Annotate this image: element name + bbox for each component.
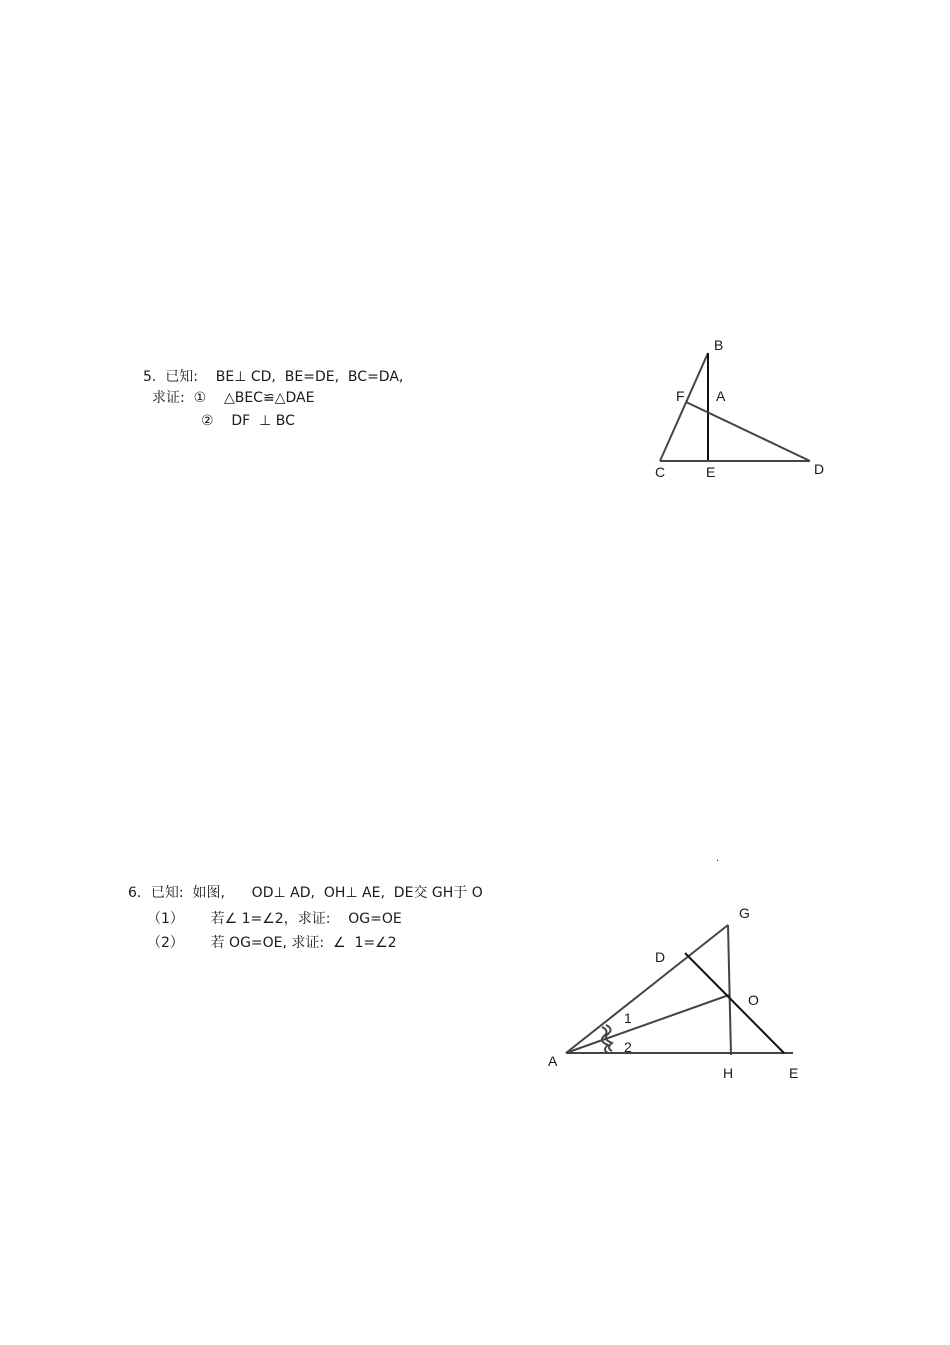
label-C: C bbox=[655, 464, 666, 480]
segment-AO bbox=[566, 995, 729, 1053]
segment-DE bbox=[685, 953, 784, 1053]
problem6-given: 6．已知: 如图, OD⊥ AD, OH⊥ AE, DE交 GH于 O bbox=[128, 885, 483, 901]
label-D: D bbox=[655, 949, 666, 965]
problem6-part1: （1） 若∠ 1=∠2，求证: OG=OE bbox=[147, 911, 402, 927]
label-F: F bbox=[676, 388, 685, 404]
label-A: A bbox=[716, 388, 726, 404]
label-A: A bbox=[548, 1053, 558, 1069]
label-E: E bbox=[789, 1065, 799, 1081]
label-H: H bbox=[723, 1065, 734, 1081]
problem6-part2: （2） 若 OG=OE, 求证: ∠ 1=∠2 bbox=[147, 935, 397, 951]
label-E: E bbox=[706, 464, 716, 480]
segment-GH bbox=[728, 925, 731, 1055]
label-angle-1: 1 bbox=[624, 1010, 632, 1026]
label-B: B bbox=[714, 337, 724, 353]
stray-mark: . bbox=[716, 853, 720, 864]
problem5-given: 5. 已知: BE⊥ CD, BE=DE, BC=DA, bbox=[143, 369, 404, 385]
problem5-prove-2: ② DF ⊥ BC bbox=[201, 413, 295, 429]
label-D: D bbox=[814, 461, 825, 477]
label-G: G bbox=[739, 905, 750, 921]
label-angle-2: 2 bbox=[624, 1039, 632, 1055]
problem5-prove-1: 求证: ① △BEC≌△DAE bbox=[152, 390, 315, 406]
segment-AG bbox=[566, 925, 728, 1053]
label-O: O bbox=[748, 992, 759, 1008]
